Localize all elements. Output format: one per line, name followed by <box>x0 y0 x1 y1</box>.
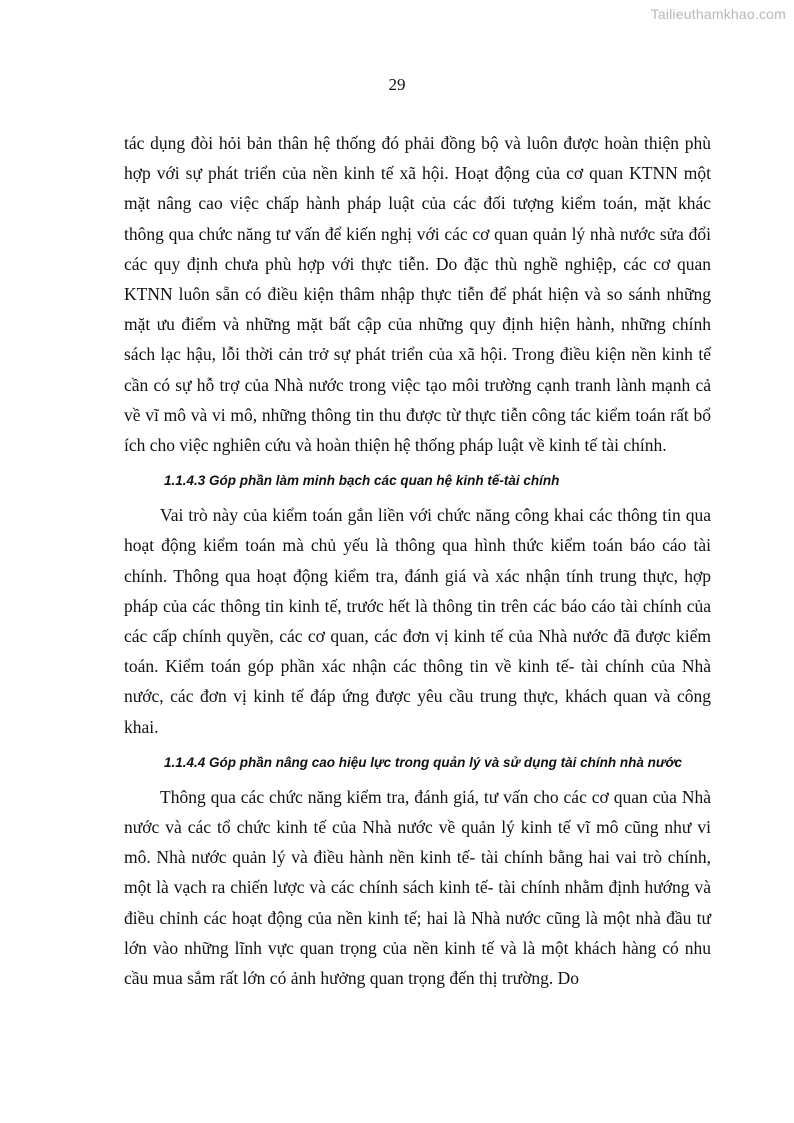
watermark: Tailieuthamkhao.com <box>650 6 786 22</box>
page-number: 29 <box>388 75 406 94</box>
document-body <box>124 128 711 993</box>
paragraph-continuation: tác dụng đòi hỏi bản thân hệ thống đó phải đồng bộ và luôn được hoàn thiện phù hợp với sự phát triển của nền kinh tế xã hội. Hoạt động của cơ quan KTNN một mặt nâng cao việc chấp hành pháp luật của các đối tượng kiểm toán, mặt khác thông qua chức năng tư vấn để kiến nghị với các cơ quan quản lý nhà nước sửa đổi các quy định chưa phù hợp với thực tiễn. Do đặc thù nghề nghiệp, các cơ quan KTNN luôn sẵn có điều kiện thâm nhập thực tiễn để phát hiện và so sánh những mặt ưu điểm và những mặt bất cập của những quy định hiện hành, những chính sách lạc hậu, lỗi thời cản trở sự phát triển của xã hội. Trong điều kiện nền kinh tế cần có sự hỗ trợ của Nhà nước trong việc tạo môi trường cạnh tranh lành mạnh cả về vĩ mô và vi mô, những thông tin thu được từ thực tiễn công tác kiểm toán rất bổ ích cho việc nghiên cứu và hoàn thiện hệ thống pháp luật về kinh tế tài chính. <box>124 133 711 456</box>
paragraph-transparency: Vai trò này của kiểm toán gắn liền với chức năng công khai các thông tin qua hoạt động kiểm toán mà chủ yếu là thông qua hình thức kiểm toán báo cáo tài chính. Thông qua hoạt động kiểm tra, đánh giá và xác nhận tính trung thực, hợp pháp của các thông tin kinh tế, trước hết là thông tin trên các báo cáo tài chính của các cấp chính quyền, các cơ quan, các đơn vị kinh tế của Nhà nước đã được kiểm toán. Kiểm toán góp phần xác nhận các thông tin về kinh tế- tài chính của Nhà nước, các đơn vị kinh tế đáp ứng được yêu cầu trung thực, khách quan và công khai. <box>124 505 711 737</box>
section-heading-1-1-4-4: 1.1.4.4 Góp phần nâng cao hiệu lực trong quản lý và sử dụng tài chính nhà nước <box>164 754 683 770</box>
paragraph-effectiveness: Thông qua các chức năng kiểm tra, đánh giá, tư vấn cho các cơ quan của Nhà nước và các tổ chức kinh tế của Nhà nước về quản lý kinh tế vĩ mô cũng như vi mô. Nhà nước quản lý và điều hành nền kinh tế- tài chính bằng hai vai trò chính, một là vạch ra chiến lược và các chính sách kinh tế- tài chính nhằm định hướng và điều chỉnh các hoạt động của nền kinh tế; hai là Nhà nước cũng là một nhà đầu tư lớn vào những lĩnh vực quan trọng của nền kinh tế và là một khách hàng có nhu cầu mua sắm rất lớn có ảnh hưởng quan trọng đến thị trường. Do <box>124 786 711 989</box>
section-heading-1-1-4-3: 1.1.4.3 Góp phần làm minh bạch các quan hệ kinh tế-tài chính <box>164 473 560 489</box>
